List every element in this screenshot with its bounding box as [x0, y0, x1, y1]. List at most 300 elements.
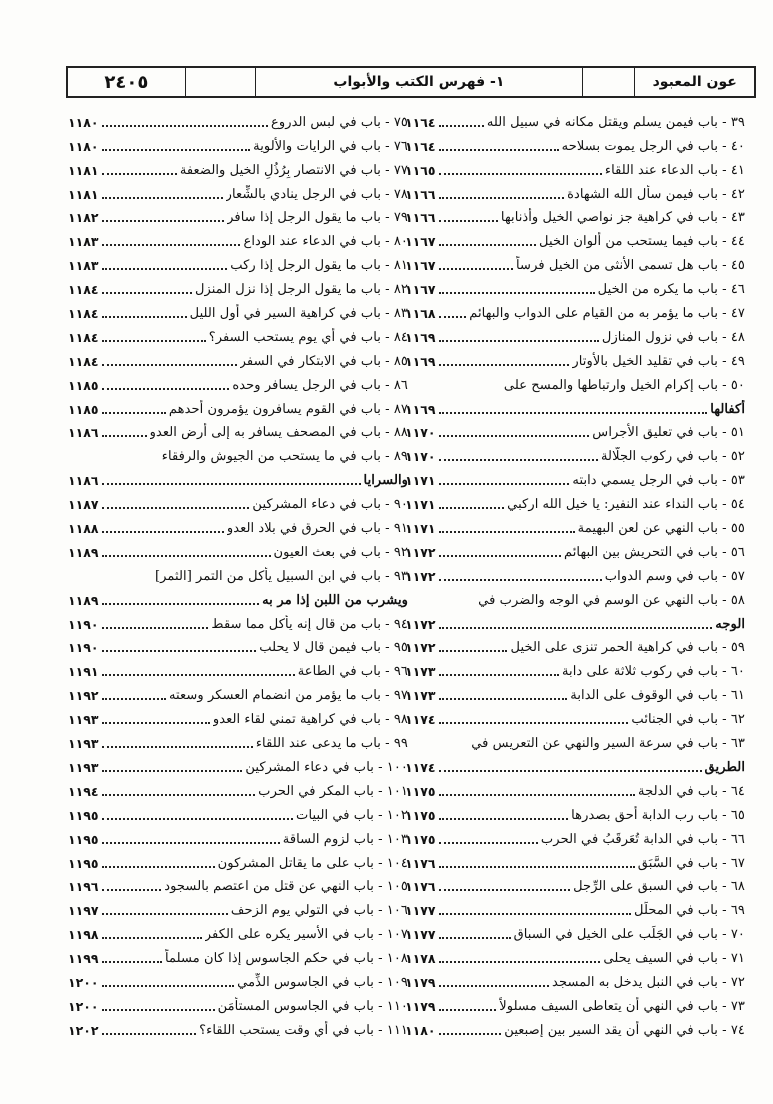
index-entry — [405, 466, 745, 490]
entry-title: ٦٤ - باب في الدلجة — [638, 783, 745, 799]
leader-dots — [439, 531, 575, 533]
entry-title: ١٠٤ - باب على ما يقاتل المشركون — [217, 855, 408, 871]
entry-title: ٩٩ - باب ما يدعى عند اللقاء — [255, 736, 408, 752]
index-entry — [68, 896, 408, 920]
index-title: ١- فهرس الكتب والأبواب — [255, 68, 582, 96]
index-entry — [68, 490, 408, 514]
index-entry — [68, 634, 408, 658]
leader-dots — [439, 220, 498, 222]
entry-title: ٦٣ - باب في سرعة السير والنهي عن التعريس في — [471, 736, 745, 752]
leader-dots — [102, 746, 253, 748]
entry-title: ٨٠ - باب في الدعاء عند الوداع — [243, 234, 408, 250]
index-entry — [405, 705, 745, 729]
leader-dots — [439, 149, 559, 151]
index-entry — [405, 944, 745, 968]
entry-page: ١١٩٩ — [68, 951, 99, 967]
index-entry — [405, 204, 745, 228]
entry-page: ١١٧٢ — [405, 616, 436, 632]
leader-dots — [439, 244, 536, 246]
entry-title: ٧٦ - باب في الرايات والألوية — [253, 138, 408, 154]
leader-dots — [439, 722, 629, 724]
index-entry — [405, 634, 745, 658]
index-entry — [405, 729, 745, 753]
leader-dots — [439, 1033, 502, 1035]
entry-page: ١١٧١ — [405, 473, 436, 489]
entry-title: ٩٨ - باب في كراهية تمني لقاء العدو — [212, 712, 408, 728]
leader-dots — [102, 531, 224, 533]
entry-page: ١١٨٩ — [68, 592, 99, 608]
index-entry — [68, 299, 408, 323]
right-column — [405, 108, 745, 1040]
index-entry — [405, 108, 745, 132]
leader-dots — [439, 818, 569, 820]
leader-dots — [102, 220, 225, 222]
index-entry — [68, 849, 408, 873]
index-entry — [405, 251, 745, 275]
entry-page: ١١٧٣ — [405, 688, 436, 704]
entry-page: ١٢٠٢ — [68, 1022, 99, 1038]
index-entry — [405, 873, 745, 897]
leader-dots — [439, 507, 505, 509]
entry-title: ٤٨ - باب في نزول المنازل — [601, 329, 745, 345]
entry-page: ١١٦٧ — [405, 258, 436, 274]
index-entry — [68, 610, 408, 634]
index-entry — [68, 466, 408, 490]
index-entry — [68, 108, 408, 132]
index-entry — [68, 944, 408, 968]
entry-title: ٨٩ - باب في ما يستحب من الجيوش والرفقاء — [161, 449, 408, 465]
entry-page: ١١٨٣ — [68, 234, 99, 250]
index-entry — [68, 920, 408, 944]
index-entry — [68, 275, 408, 299]
leader-dots — [439, 316, 467, 318]
index-entry — [68, 825, 408, 849]
index-entry — [405, 227, 745, 251]
book-title: عون المعبود — [634, 68, 754, 96]
entry-title: ٨٦ - باب في الرجل يسافر وحده — [232, 377, 408, 393]
entry-title: ١٠٦ - باب في التولي يوم الزحف — [230, 903, 408, 919]
leader-dots — [439, 985, 549, 987]
index-entry — [405, 180, 745, 204]
entry-title: ٨٤ - باب في أي يوم يستحب السفر؟ — [208, 329, 408, 345]
index-entry — [405, 801, 745, 825]
index-entry — [405, 371, 745, 395]
entry-title: ٤٣ - باب في كراهية جز نواصي الخيل وأذنابها — [500, 210, 745, 226]
entry-title: ٨٧ - باب في القوم يسافرون يؤمرون أحدهم — [168, 401, 408, 417]
entry-page: ١١٩١ — [68, 664, 99, 680]
index-entry — [68, 347, 408, 371]
entry-page: ١١٧٣ — [405, 664, 436, 680]
index-entry — [68, 753, 408, 777]
index-entry — [405, 347, 745, 371]
leader-dots — [102, 125, 268, 127]
left-column — [68, 108, 408, 1040]
leader-dots — [439, 770, 702, 772]
entry-title: ٧٠ - باب في الجَلَب على الخيل في السباق — [513, 927, 745, 943]
leader-dots — [102, 340, 206, 342]
entry-title: ٨٨ - باب في المصحف يسافر به إلى أرض العدو — [149, 425, 408, 441]
entry-page: ١١٧٢ — [405, 640, 436, 656]
entry-page: ١١٨٥ — [68, 377, 99, 393]
index-entry — [68, 705, 408, 729]
leader-dots — [439, 555, 561, 557]
entry-page: ١١٩٠ — [68, 640, 99, 656]
entry-title: ٥٣ - باب في الرجل يسمي دابته — [572, 473, 745, 489]
leader-dots — [439, 627, 713, 629]
entry-page: ١١٦٩ — [405, 401, 436, 417]
entry-title: الوجه — [715, 616, 745, 632]
entry-title: الطريق — [704, 759, 745, 775]
entry-page: ١١٨٦ — [68, 473, 99, 489]
index-entry — [68, 180, 408, 204]
entry-title: ١١١ - باب في أي وقت يستحب اللقاء؟ — [199, 1022, 408, 1038]
entry-title: ٩٢ - باب في بعث العيون — [273, 544, 408, 560]
leader-dots — [102, 698, 166, 700]
entry-page: ١١٩٥ — [68, 807, 99, 823]
leader-dots — [439, 579, 602, 581]
entry-page: ١١٧٢ — [405, 544, 436, 560]
index-entry — [405, 849, 745, 873]
leader-dots — [102, 866, 215, 868]
index-entry — [68, 156, 408, 180]
entry-page: ١١٩٢ — [68, 688, 99, 704]
leader-dots — [439, 698, 568, 700]
index-entry — [405, 968, 745, 992]
leader-dots — [439, 961, 601, 963]
index-entry — [68, 729, 408, 753]
header-spacer — [185, 68, 255, 96]
entry-page: ١١٨٤ — [68, 353, 99, 369]
entry-title: ٩١ - باب في الحرق في بلاد العدو — [226, 521, 408, 537]
entry-page: ١١٧٠ — [405, 449, 436, 465]
leader-dots — [439, 483, 570, 485]
entry-page: ١١٨١ — [68, 162, 99, 178]
entry-page: ١١٩٣ — [68, 759, 99, 775]
entry-title: ٧٩ - باب ما يقول الرجل إذا سافر — [227, 210, 408, 226]
index-entry — [68, 251, 408, 275]
entry-page: ١١٧٤ — [405, 759, 436, 775]
entry-title: ٤٠ - باب في الرجل يموت بسلاحه — [561, 138, 745, 154]
index-entry — [405, 323, 745, 347]
index-entry — [405, 896, 745, 920]
leader-dots — [102, 627, 209, 629]
entry-title: ويشرب من اللبن إذا مر به — [262, 592, 408, 608]
leader-dots — [102, 412, 166, 414]
entry-title: ٩٧ - باب ما يؤمر من انضمام العسكر وسعته — [168, 688, 408, 704]
entry-page: ١١٧٩ — [405, 998, 436, 1014]
entry-page: ١١٧٤ — [405, 712, 436, 728]
leader-dots — [102, 722, 210, 724]
entry-title: ٩٤ - باب من قال إنه يأكل مما سقط — [211, 616, 408, 632]
leader-dots — [439, 937, 511, 939]
index-entry — [68, 514, 408, 538]
entry-title: ٤٧ - باب ما يؤمر به من القيام على الدواب والبهائم — [469, 306, 745, 322]
index-entry — [68, 395, 408, 419]
entry-title: ٧٧ - باب في الانتصار بِرُذُلِ الخيل والضعفة — [179, 162, 408, 178]
entry-page: ١٢٠٠ — [68, 974, 99, 990]
entry-page: ١١٦٧ — [405, 234, 436, 250]
index-entry — [68, 586, 408, 610]
index-entry — [68, 442, 408, 466]
leader-dots — [102, 889, 162, 891]
entry-title: ١٠١ - باب المكر في الحرب — [258, 783, 408, 799]
leader-dots — [102, 1033, 197, 1035]
index-entry — [68, 1016, 408, 1040]
index-entry — [405, 1016, 745, 1040]
entry-title: ٥٢ - باب في ركوب الجلّالة — [600, 449, 745, 465]
entry-page: ١١٦٥ — [405, 162, 436, 178]
entry-title: ١٠٨ - باب في حكم الجاسوس إذا كان مسلماً — [164, 951, 408, 967]
leader-dots — [102, 1009, 215, 1011]
entry-title: ١٠٥ - باب النهي عن قتل من اعتصم بالسجود — [164, 879, 408, 895]
entry-title: ٧٥ - باب في لبس الدروع — [270, 114, 408, 130]
entry-title: ٦٨ - باب في السبق على الرِّجل — [573, 879, 745, 895]
index-entry — [405, 753, 745, 777]
entry-title: ٦٢ - باب في الجنائب — [631, 712, 745, 728]
entry-page: ١١٨٠ — [405, 1022, 436, 1038]
index-entry — [68, 968, 408, 992]
leader-dots — [102, 507, 250, 509]
leader-dots — [439, 292, 595, 294]
index-entry — [405, 299, 745, 323]
leader-dots — [102, 364, 237, 366]
entry-page: ١١٧١ — [405, 497, 436, 513]
page-number: ٢٤٠٥ — [104, 71, 149, 93]
leader-dots — [102, 603, 260, 605]
entry-title: ٦٥ - باب رب الدابة أحق بصدرها — [571, 807, 745, 823]
entry-page: ١١٦٤ — [405, 138, 436, 154]
index-entry — [405, 562, 745, 586]
leader-dots — [102, 842, 280, 844]
leader-dots — [102, 197, 223, 199]
entry-title: ٥٧ - باب في وسم الدواب — [604, 568, 745, 584]
index-entry — [68, 419, 408, 443]
leader-dots — [102, 555, 271, 557]
leader-dots — [102, 173, 177, 175]
entry-page: ١١٧٨ — [405, 951, 436, 967]
leader-dots — [439, 340, 599, 342]
entry-title: ١٠٩ - باب في الجاسوس الذِّمي — [237, 974, 408, 990]
entry-page: ١١٨٤ — [68, 329, 99, 345]
entry-title: ٦٦ - باب في الدابة تُعَرقَبُ في الحرب — [540, 831, 745, 847]
entry-title: ٩٦ - باب في الطاعة — [297, 664, 408, 680]
leader-dots — [439, 173, 602, 175]
leader-dots — [439, 1009, 497, 1011]
entry-title: ٤٥ - باب هل تسمى الأنثى من الخيل فرساً — [516, 258, 745, 274]
entry-title: ٨٢ - باب ما يقول الرجل إذا نزل المنزل — [194, 282, 408, 298]
leader-dots — [102, 961, 162, 963]
leader-dots — [102, 483, 361, 485]
leader-dots — [439, 913, 632, 915]
leader-dots — [439, 889, 571, 891]
entry-title: ٧٨ - باب في الرجل ينادي بالشِّعار — [225, 186, 408, 202]
index-entry — [68, 227, 408, 251]
entry-page: ١١٧٢ — [405, 568, 436, 584]
entry-page: ١١٩٥ — [68, 855, 99, 871]
leader-dots — [102, 268, 228, 270]
index-entry — [68, 801, 408, 825]
entry-page: ١١٧٩ — [405, 974, 436, 990]
index-entry — [405, 657, 745, 681]
index-entry — [68, 562, 408, 586]
index-entry — [68, 681, 408, 705]
entry-page: ١١٦٩ — [405, 353, 436, 369]
entry-title: ١٠٢ - باب في البيات — [296, 807, 408, 823]
entry-title: ٥٦ - باب في التحريش بين البهائم — [563, 544, 745, 560]
leader-dots — [439, 794, 635, 796]
leader-dots — [102, 913, 228, 915]
leader-dots — [439, 125, 484, 127]
index-entry — [405, 825, 745, 849]
index-entry — [68, 777, 408, 801]
entry-title: ٧١ - باب في السيف يحلى — [603, 951, 745, 967]
index-entry — [405, 610, 745, 634]
entry-title: ٧٣ - باب في النهي أن يتعاطى السيف مسلولاً — [499, 998, 745, 1014]
index-entry — [68, 657, 408, 681]
index-entry — [68, 371, 408, 395]
entry-page: ١١٨٧ — [68, 497, 99, 513]
page-header — [66, 66, 756, 98]
entry-title: ٨٥ - باب في الابتكار في السفر — [239, 353, 408, 369]
leader-dots — [102, 316, 187, 318]
leader-dots — [102, 650, 257, 652]
index-entry — [405, 586, 745, 610]
entry-page: ١٢٠٠ — [68, 998, 99, 1014]
entry-title: ٣٩ - باب فيمن يسلم ويقتل مكانه في سبيل الله — [486, 114, 745, 130]
index-entry — [405, 395, 745, 419]
entry-title: ٤١ - باب الدعاء عند اللقاء — [604, 162, 745, 178]
leader-dots — [102, 244, 241, 246]
leader-dots — [439, 674, 559, 676]
entry-page: ١١٨٤ — [68, 306, 99, 322]
entry-page: ١١٩٨ — [68, 927, 99, 943]
entry-title: ١٠٠ - باب في دعاء المشركين — [245, 759, 408, 775]
entry-page: ١١٨٠ — [68, 138, 99, 154]
entry-page: ١١٩٧ — [68, 903, 99, 919]
index-entry — [405, 132, 745, 156]
leader-dots — [102, 794, 256, 796]
leader-dots — [102, 292, 192, 294]
entry-page: ١١٩٠ — [68, 616, 99, 632]
entry-page: ١١٧٥ — [405, 831, 436, 847]
index-entry — [405, 490, 745, 514]
entry-title: ٤٩ - باب في تقليد الخيل بالأوتار — [572, 353, 745, 369]
leader-dots — [102, 149, 251, 151]
entry-page: ١١٦٨ — [405, 306, 436, 322]
index-entry — [405, 419, 745, 443]
entry-title: والسرايا — [363, 473, 408, 489]
index-entry — [405, 681, 745, 705]
header-spacer — [582, 68, 634, 96]
entry-page: ١١٨٩ — [68, 544, 99, 560]
entry-title: ٥١ - باب في تعليق الأجراس — [592, 425, 745, 441]
leader-dots — [439, 459, 598, 461]
entry-title: ٤٢ - باب فيمن سأل الله الشهادة — [567, 186, 745, 202]
entry-page: ١١٨٦ — [68, 425, 99, 441]
entry-title: ١٠٣ - باب لزوم الساقة — [282, 831, 408, 847]
entry-title: ٩٠ - باب في دعاء المشركين — [252, 497, 408, 513]
entry-page: ١١٦٧ — [405, 282, 436, 298]
entry-page: ١١٦٤ — [405, 114, 436, 130]
entry-title: ٩٣ - باب في ابن السبيل يأكل من التمر [الثمر] — [155, 568, 408, 584]
index-entry — [68, 873, 408, 897]
index-entry — [405, 156, 745, 180]
entry-page: ١١٨٠ — [68, 114, 99, 130]
entry-page: ١١٧١ — [405, 521, 436, 537]
index-entry — [405, 777, 745, 801]
entry-title: ٥٨ - باب النهي عن الوسم في الوجه والضرب في — [478, 592, 745, 608]
index-entry — [68, 323, 408, 347]
entry-page: ١١٨٥ — [68, 401, 99, 417]
index-entry — [405, 992, 745, 1016]
leader-dots — [102, 388, 230, 390]
leader-dots — [439, 197, 565, 199]
index-entry — [68, 538, 408, 562]
entry-page: ١١٨٤ — [68, 282, 99, 298]
entry-page: ١١٨٣ — [68, 258, 99, 274]
entry-title: ٤٤ - باب فيما يستحب من ألوان الخيل — [539, 234, 745, 250]
leader-dots — [102, 818, 294, 820]
entry-title: ٨١ - باب ما يقول الرجل إذا ركب — [230, 258, 408, 274]
index-entry — [68, 992, 408, 1016]
entry-title: ٦٠ - باب في ركوب ثلاثة على دابة — [561, 664, 745, 680]
entry-title: ٥٥ - باب النهي عن لعن البهيمة — [577, 521, 745, 537]
index-entry — [405, 514, 745, 538]
leader-dots — [102, 770, 243, 772]
leader-dots — [102, 985, 235, 987]
entry-page: ١١٦٦ — [405, 210, 436, 226]
leader-dots — [439, 364, 570, 366]
index-entry — [405, 538, 745, 562]
entry-page: ١١٨١ — [68, 186, 99, 202]
entry-page: ١١٩٣ — [68, 712, 99, 728]
entry-title: ٦٩ - باب في المحلِّل — [634, 903, 745, 919]
entry-page: ١١٨٨ — [68, 521, 99, 537]
entry-title: ١٠٧ - باب في الأسير يكره على الكفر — [204, 927, 408, 943]
entry-page: ١١٩٤ — [68, 783, 99, 799]
entry-page: ١١٧٥ — [405, 783, 436, 799]
entry-title: ٦٧ - باب في السَّبَق — [637, 855, 745, 871]
entry-page: ١١٧٧ — [405, 903, 436, 919]
entry-title: ١١٠ - باب في الجاسوس المستأمَن — [217, 998, 408, 1014]
entry-title: ٧٤ - باب في النهي أن يقد السير بين إصبعين — [504, 1022, 745, 1038]
entry-title: ٥٩ - باب في كراهية الحمر تنزى على الخيل — [510, 640, 745, 656]
entry-page: ١١٧٥ — [405, 807, 436, 823]
entry-page: ١١٨٢ — [68, 210, 99, 226]
index-entry — [405, 275, 745, 299]
index-entry — [68, 204, 408, 228]
entry-title: أكفالها — [710, 401, 745, 417]
entry-page: ١١٧٦ — [405, 879, 436, 895]
leader-dots — [102, 937, 202, 939]
leader-dots — [439, 866, 635, 868]
entry-title: ٩٥ - باب فيمن قال لا يحلب — [259, 640, 408, 656]
entry-page: ١١٩٣ — [68, 736, 99, 752]
entry-page: ١١٧٧ — [405, 927, 436, 943]
entry-title: ٨٣ - باب في كراهية السير في أول الليل — [189, 306, 408, 322]
entry-page: ١١٩٦ — [68, 879, 99, 895]
leader-dots — [439, 650, 508, 652]
entry-page: ١١٧٠ — [405, 425, 436, 441]
entry-title: ٥٤ - باب النداء عند النفير: يا خيل الله اركبي — [507, 497, 745, 513]
entry-page: ١١٦٦ — [405, 186, 436, 202]
entry-title: ٥٠ - باب إكرام الخيل وارتباطها والمسح على — [503, 377, 745, 393]
entry-title: ٤٦ - باب ما يكره من الخيل — [597, 282, 745, 298]
entry-page: ١١٧٦ — [405, 855, 436, 871]
leader-dots — [439, 412, 708, 414]
leader-dots — [439, 435, 590, 437]
index-entry — [405, 442, 745, 466]
